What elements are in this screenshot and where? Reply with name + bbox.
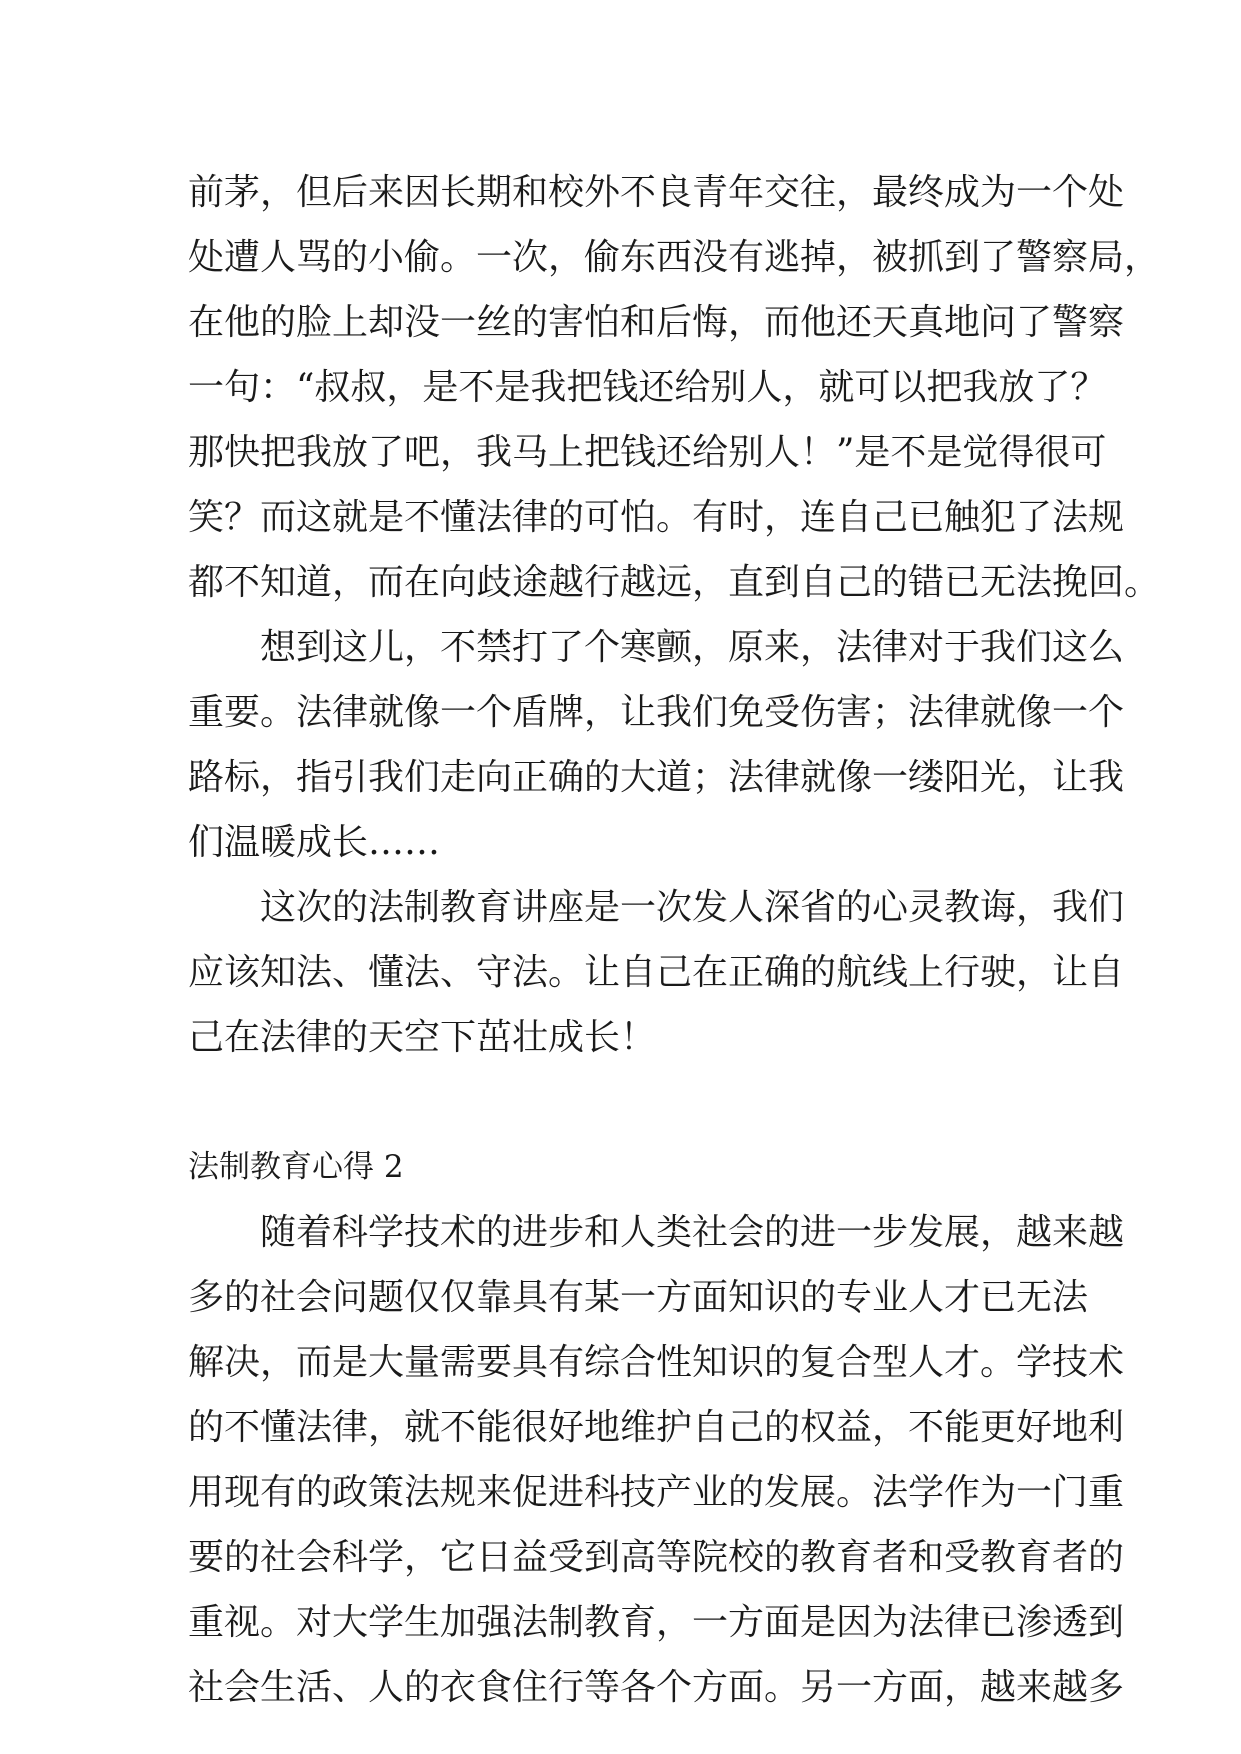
paragraph-continuation <box>188 160 1161 615</box>
text-line: 路标，指引我们走向正确的大道；法律就像一缕阳光，让我 <box>188 757 1125 798</box>
paragraph-2 <box>188 615 1125 875</box>
section-title: 法制教育心得 2 <box>188 1149 404 1185</box>
text-line: 己在法律的天空下茁壮成长！ <box>188 1017 657 1058</box>
text-line: 想到这儿，不禁打了个寒颤，原来，法律对于我们这么 <box>260 627 1125 668</box>
text-line: 笑？而这就是不懂法律的可怕。有时，连自己已触犯了法规 <box>188 497 1125 538</box>
text-line: 前茅，但后来因长期和校外不良青年交往，最终成为一个处 <box>188 172 1125 213</box>
text-line: 重要。法律就像一个盾牌，让我们免受伤害；法律就像一个 <box>188 692 1125 733</box>
text-line: 处遭人骂的小偷。一次，偷东西没有逃掉，被抓到了警察局， <box>188 237 1161 278</box>
section-spacer <box>188 1070 1054 1135</box>
text-line: 都不知道，而在向歧途越行越远，直到自己的错已无法挽回。 <box>188 562 1161 603</box>
text-line: 用现有的政策法规来促进科技产业的发展。法学作为一门重 <box>188 1472 1125 1513</box>
text-line: 那快把我放了吧，我马上把钱还给别人！”是不是觉得很可 <box>188 432 1107 473</box>
text-line: 们温暖成长…… <box>188 822 441 863</box>
text-line: 重视。对大学生加强法制教育，一方面是因为法律已渗透到 <box>188 1602 1125 1643</box>
paragraph-3 <box>188 875 1125 1070</box>
text-line: 这次的法制教育讲座是一次发人深省的心灵教诲，我们 <box>260 887 1125 928</box>
text-line: 社会生活、人的衣食住行等各个方面。另一方面，越来越多 <box>188 1667 1125 1708</box>
text-line: 的不懂法律，就不能很好地维护自己的权益，不能更好地利 <box>188 1407 1125 1448</box>
text-line: 要的社会科学，它日益受到高等院校的教育者和受教育者的 <box>188 1537 1125 1578</box>
document-body <box>188 160 1161 1720</box>
text-line: 解决，而是大量需要具有综合性知识的复合型人才。学技术 <box>188 1342 1125 1383</box>
paragraph-4 <box>188 1200 1125 1720</box>
text-line: 在他的脸上却没一丝的害怕和后悔，而他还天真地问了警察 <box>188 302 1125 343</box>
text-line: 应该知法、懂法、守法。让自己在正确的航线上行驶，让自 <box>188 952 1125 993</box>
text-line: 随着科学技术的进步和人类社会的进一步发展，越来越 <box>260 1212 1125 1253</box>
text-line: 一句：“叔叔，是不是我把钱还给别人，就可以把我放了？ <box>188 367 1107 408</box>
text-line: 多的社会问题仅仅靠具有某一方面知识的专业人才已无法 <box>188 1277 1089 1318</box>
